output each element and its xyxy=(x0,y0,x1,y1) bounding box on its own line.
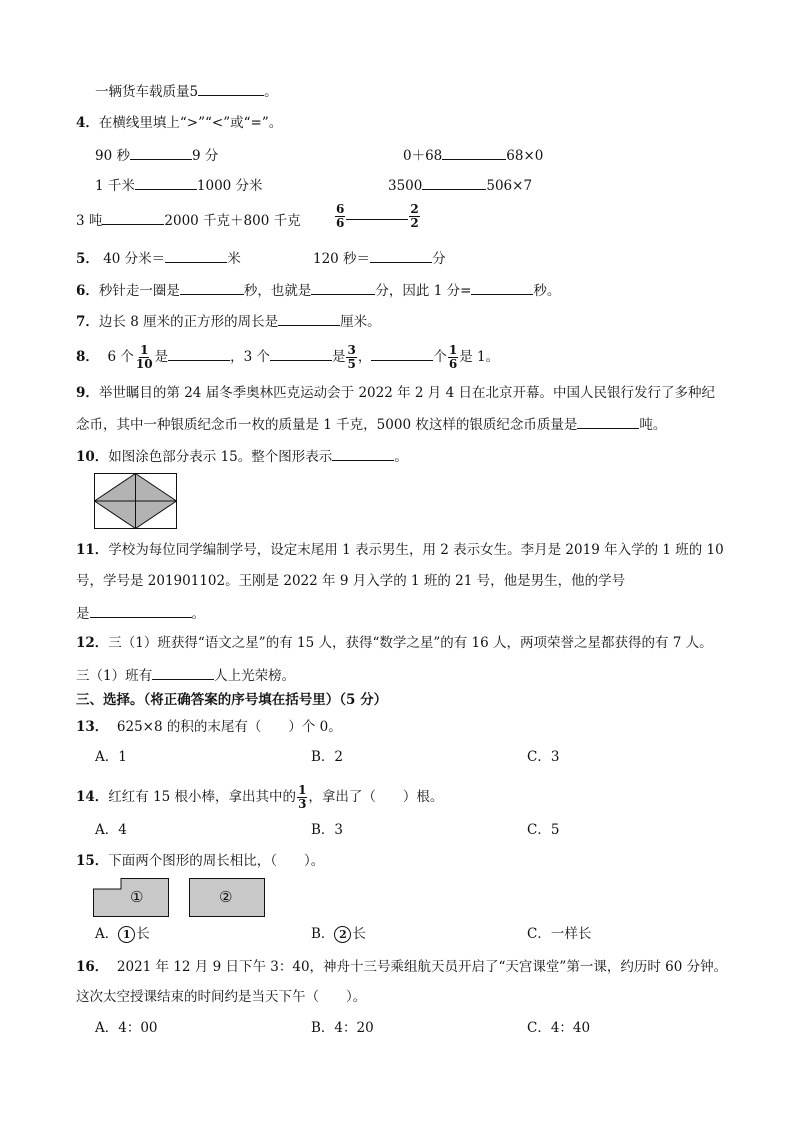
shape-1-label: ① xyxy=(130,888,144,906)
q4-row1-b: 0＋68 68×0 xyxy=(403,145,543,166)
answer-blank[interactable] xyxy=(471,280,533,295)
fraction: $\frac{6}{6}$ xyxy=(336,202,345,230)
question-9-line2: 念币，其中一种银质纪念币一枚的质量是 1 千克，5000 枚这样的银质纪念币质量是 吨。 xyxy=(76,414,666,435)
answer-blank[interactable] xyxy=(278,311,340,326)
question-13-stem: 13． 625×8 的积的末尾有（ ）个 0。 xyxy=(76,719,342,735)
q4-row3-a: 3 吨 2000 千克＋800 千克 xyxy=(76,210,301,231)
question-10: 10．如图涂色部分表示 15。整个图形表示 。 xyxy=(76,446,408,467)
question-8: 8． 6 个 $\frac{1}{10}$ 是 ，3 个 是 $\frac{3}{5}$ ， 个 $\frac{1}{6}$ 是 1。 xyxy=(76,343,500,371)
section-3-heading: 三、选择。（将正确答案的序号填在括号里）（5 分） xyxy=(76,692,388,708)
q14-option-a[interactable]: A．4 xyxy=(95,822,127,838)
answer-blank[interactable] xyxy=(180,280,244,295)
shape-2-label: ② xyxy=(219,888,233,906)
q4-row2-b: 3500 506×7 xyxy=(388,175,532,196)
answer-blank[interactable] xyxy=(422,175,486,190)
fraction: $\frac{3}{5}$ xyxy=(347,343,356,371)
q16-option-b[interactable]: B．4：20 xyxy=(311,1020,374,1036)
q15-shape-2 xyxy=(189,878,265,917)
answer-blank[interactable] xyxy=(332,446,394,461)
question-6: 6．秒针走一圈是 秒，也就是 分，因此 1 分= 秒。 xyxy=(76,280,560,301)
fraction: $\frac{2}{2}$ xyxy=(410,202,419,230)
q16-option-a[interactable]: A．4：00 xyxy=(95,1020,158,1036)
answer-blank[interactable] xyxy=(152,665,214,680)
question-14-stem: 14．红红有 15 根小棒，拿出其中的 $\frac{1}{3}$ ，拿出了（ ）根。 xyxy=(76,783,444,811)
question-9-line1: 9．举世瞩目的第 24 届冬季奥林匹克运动会于 2022 年 2 月 4 日在北京开幕。中国人民银行发行了多种纪 xyxy=(76,385,715,401)
q4-row2-a: 1 千米 1000 分米 xyxy=(95,175,263,196)
answer-blank[interactable] xyxy=(442,145,506,160)
question-16-line1: 16． 2021 年 12 月 9 日下午 3：40，神舟十三号乘组航天员开启了“天宫课堂”第一课，约历时 60 分钟。 xyxy=(76,959,728,975)
answer-blank[interactable] xyxy=(346,205,408,220)
answer-blank[interactable] xyxy=(102,210,164,225)
question-11-line1: 11．学校为每位同学编制学号，设定末尾用 1 表示男生，用 2 表示女生。李月是 2019 年入学的 1 班的 10 xyxy=(76,542,724,558)
answer-blank[interactable] xyxy=(168,346,230,361)
question-7: 7．边长 8 厘米的正方形的周长是 厘米。 xyxy=(76,311,381,332)
question-5-b: 120 秒＝ 分 xyxy=(313,248,446,269)
q14-option-b[interactable]: B．3 xyxy=(311,822,344,838)
q16-option-c[interactable]: C．4：40 xyxy=(527,1020,591,1036)
answer-blank[interactable] xyxy=(135,175,197,190)
question-4-stem: 4．在横线里填上“>”“<”或“=”。 xyxy=(76,115,283,131)
circled-number: 1 xyxy=(118,926,135,943)
question-11-line2: 号，学号是 201901102。王刚是 2022 年 9 月入学的 1 班的 21 号，他是男生，他的学号 xyxy=(76,573,626,589)
q3-tail: 一辆货车载质量5 。 xyxy=(95,81,278,102)
question-15-stem: 15．下面两个图形的周长相比，（ ）。 xyxy=(76,853,325,869)
answer-blank[interactable] xyxy=(371,346,433,361)
q14-option-c[interactable]: C．5 xyxy=(527,822,560,838)
answer-blank[interactable] xyxy=(90,603,192,618)
q4-row3-b xyxy=(334,203,421,230)
q13-option-c[interactable]: C．3 xyxy=(527,749,560,765)
circled-number: 2 xyxy=(334,926,351,943)
q15-shape-1 xyxy=(93,878,169,917)
answer-blank[interactable] xyxy=(370,248,432,263)
q13-option-a[interactable]: A．1 xyxy=(95,749,127,765)
q4-row1-a: 90 秒 9 分 xyxy=(95,145,218,166)
q15-option-c[interactable]: C．一样长 xyxy=(527,926,592,942)
fraction: $\frac{1}{10}$ xyxy=(135,343,153,371)
q15-option-a[interactable]: A． 1 长 xyxy=(95,926,150,942)
question-12-line1: 12．三（1）班获得“语文之星”的有 15 人，获得“数学之星”的有 16 人，两项荣誉之星都获得的有 7 人。 xyxy=(76,635,713,651)
question-5: 5． 40 分米＝ 米 xyxy=(76,248,241,269)
answer-blank[interactable] xyxy=(130,145,192,160)
q10-rhombus-figure xyxy=(94,473,178,530)
answer-blank[interactable] xyxy=(577,414,639,429)
answer-blank[interactable] xyxy=(270,346,332,361)
answer-blank[interactable] xyxy=(311,280,375,295)
fraction: $\frac{1}{6}$ xyxy=(448,343,458,371)
answer-blank[interactable] xyxy=(165,248,227,263)
answer-blank[interactable] xyxy=(198,81,264,96)
question-16-line2: 这次太空授课结束的时间约是当天下午（ ）。 xyxy=(76,989,367,1005)
fraction: $\frac{1}{3}$ xyxy=(298,783,307,811)
q13-option-b[interactable]: B．2 xyxy=(311,749,344,765)
question-11-line3: 是 。 xyxy=(76,603,205,624)
question-12-line2: 三（1）班有 人上光荣榜。 xyxy=(76,665,295,686)
q15-option-b[interactable]: B． 2 长 xyxy=(311,926,366,942)
